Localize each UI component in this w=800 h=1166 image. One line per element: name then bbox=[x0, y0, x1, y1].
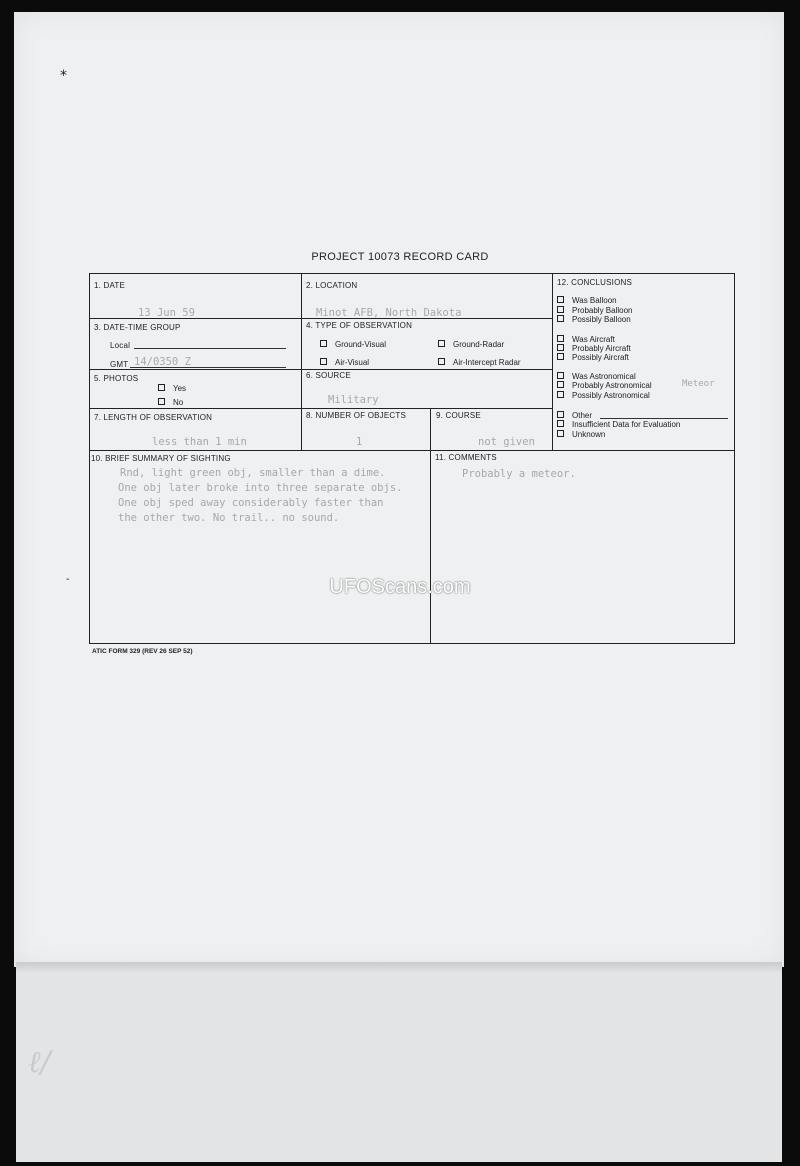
conclusions-label: 12. CONCLUSIONS bbox=[557, 278, 633, 287]
conclusion-item: Probably Balloon bbox=[557, 306, 632, 315]
checkbox-icon bbox=[320, 358, 327, 365]
conclusion-item: Insufficient Data for Evaluation bbox=[557, 420, 680, 429]
checkbox-icon bbox=[557, 335, 564, 342]
conclusion-item: Was Balloon bbox=[557, 296, 617, 305]
objects-value: 1 bbox=[356, 436, 363, 448]
local-underline bbox=[134, 348, 286, 349]
checkbox-icon bbox=[158, 398, 165, 405]
grid-line bbox=[90, 450, 735, 451]
summary-line: Rnd, light green obj, smaller than a dime. bbox=[120, 467, 386, 479]
air-visual-option: Air-Visual bbox=[320, 358, 369, 367]
photos-no-option: No bbox=[158, 398, 183, 407]
checkbox-icon bbox=[557, 296, 564, 303]
summary-line: One obj sped away considerably faster than bbox=[118, 497, 384, 509]
local-label: Local bbox=[110, 341, 131, 350]
source-label: 6. SOURCE bbox=[306, 371, 351, 380]
checkbox-icon bbox=[320, 340, 327, 347]
sheet-edge bbox=[16, 962, 782, 972]
source-value: Military bbox=[328, 394, 379, 406]
location-value: Minot AFB, North Dakota bbox=[316, 307, 462, 319]
checkbox-icon bbox=[557, 353, 564, 360]
conclusion-item: Was Aircraft bbox=[557, 335, 615, 344]
checkbox-icon bbox=[557, 391, 564, 398]
speck-mark: * bbox=[60, 68, 67, 84]
conclusion-item: Other bbox=[557, 411, 592, 420]
conclusion-item: Possibly Astronomical bbox=[557, 391, 650, 400]
checkbox-icon bbox=[557, 381, 564, 388]
checkbox-icon bbox=[557, 430, 564, 437]
checkbox-icon bbox=[557, 315, 564, 322]
date-value: 13 Jun 59 bbox=[138, 307, 195, 319]
pencil-mark: ℓ/ bbox=[28, 1045, 51, 1080]
grid-line bbox=[301, 274, 302, 450]
other-underline bbox=[600, 418, 728, 419]
checkbox-icon bbox=[557, 420, 564, 427]
checkbox-icon bbox=[557, 372, 564, 379]
grid-line bbox=[430, 408, 431, 644]
gmt-label: GMT bbox=[110, 360, 129, 369]
date-label: 1. DATE bbox=[94, 281, 126, 290]
dash-mark: - bbox=[66, 574, 70, 585]
course-label: 9. COURSE bbox=[436, 411, 481, 420]
form-id: ATIC FORM 329 (REV 26 SEP 52) bbox=[92, 648, 193, 655]
conclusion-item: Possibly Balloon bbox=[557, 315, 631, 324]
gmt-value: 14/0350 Z bbox=[134, 356, 191, 368]
comments-label: 11. COMMENTS bbox=[435, 453, 497, 462]
second-sheet bbox=[16, 962, 782, 1162]
summary-line: One obj later broke into three separate objs. bbox=[118, 482, 403, 494]
length-label: 7. LENGTH OF OBSERVATION bbox=[94, 413, 213, 422]
card-title: PROJECT 10073 RECORD CARD bbox=[311, 251, 489, 263]
type-label: 4. TYPE OF OBSERVATION bbox=[306, 321, 413, 330]
air-intercept-radar-option: Air-Intercept Radar bbox=[438, 358, 521, 367]
length-value: less than 1 min bbox=[152, 436, 247, 448]
location-label: 2. LOCATION bbox=[306, 281, 358, 290]
conclusion-item: Possibly Aircraft bbox=[557, 353, 629, 362]
grid-line bbox=[90, 408, 552, 409]
conclusion-item: Probably Aircraft bbox=[557, 344, 631, 353]
checkbox-icon bbox=[557, 411, 564, 418]
objects-label: 8. NUMBER OF OBJECTS bbox=[306, 411, 407, 420]
course-value: not given bbox=[478, 436, 535, 448]
checkbox-icon bbox=[557, 306, 564, 313]
conclusion-item: Was Astronomical bbox=[557, 372, 636, 381]
summary-label: 10. BRIEF SUMMARY OF SIGHTING bbox=[91, 454, 231, 463]
grid-line bbox=[552, 274, 553, 450]
summary-text bbox=[120, 466, 436, 526]
checkbox-icon bbox=[438, 340, 445, 347]
conclusion-item: Probably Astronomical bbox=[557, 381, 652, 390]
checkbox-icon bbox=[438, 358, 445, 365]
photos-label: 5. PHOTOS bbox=[94, 374, 139, 383]
astro-note: Meteor bbox=[682, 379, 715, 389]
conclusion-item: Unknown bbox=[557, 430, 605, 439]
ground-radar-option: Ground-Radar bbox=[438, 340, 504, 349]
comments-value: Probably a meteor. bbox=[462, 468, 576, 480]
ground-visual-option: Ground-Visual bbox=[320, 340, 386, 349]
watermark: UFOScans.com bbox=[329, 576, 471, 598]
photos-yes-option: Yes bbox=[158, 384, 186, 393]
checkbox-icon bbox=[158, 384, 165, 391]
summary-line: the other two. No trail.. no sound. bbox=[118, 512, 340, 524]
dtg-label: 3. DATE-TIME GROUP bbox=[94, 323, 181, 332]
checkbox-icon bbox=[557, 344, 564, 351]
